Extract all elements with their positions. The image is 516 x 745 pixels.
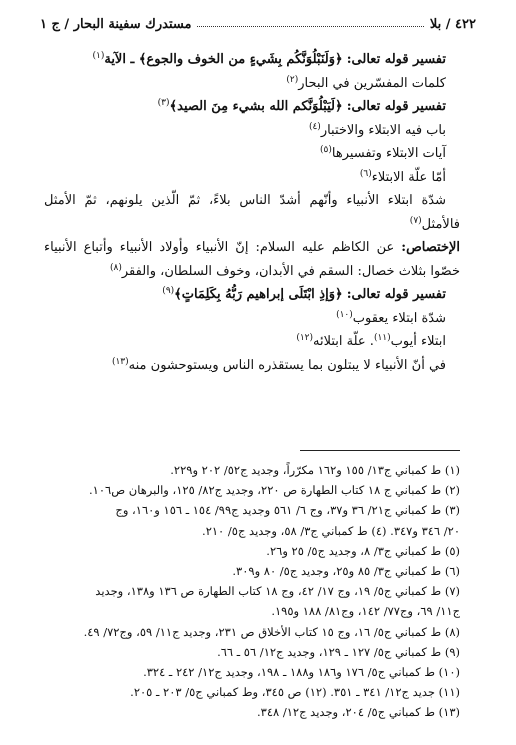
quran-verse: ﴿وَإذِ ابْتَلَى إبراهيم رَبُّهُ بِكَلِمَاتٍ﴾ <box>174 287 343 302</box>
line-text: شدّة ابتلاء الأنبياء وأنّهم أشدّ الناس بلاءً، ثمّ الّذين يلونهم، ثمّ الأمثل <box>44 193 446 208</box>
line-text: باب فيه الابتلاء والاختبار <box>320 122 446 138</box>
footnote-ref[interactable]: (٤) <box>308 121 321 132</box>
footnote-ref[interactable]: (١٣) <box>111 356 129 367</box>
text-line <box>44 213 460 237</box>
book-title: مستدرك سفينة البحار / ج ١ <box>40 17 192 32</box>
footnote: (٣) ط كمباني ج٢١/ ٣٦ و٣٧، وج ٦/ ٥٦١ وجديد ج٩٩/ ١٥٤ ـ ١٥٦ و١٦٠، وج <box>115 503 460 518</box>
footnote-ref[interactable]: (٦) <box>359 168 372 179</box>
line-text: في أنّ الأنبياء لا يبتلون بما يستقذره الناس ويستوحشون منه <box>128 357 446 373</box>
footnote-ref[interactable]: (٩) <box>162 286 175 296</box>
text-line <box>44 48 460 72</box>
line-text: عن الكاظم عليه السلام: إنّ الأنبياء وأولاد الأنبياء وأتباع الأنبياء <box>44 240 395 255</box>
footnote: (٢) ط كمباني ج ١٨ كتاب الطهارة ص ٢٢٠، وجديد ج٨٢/ ١٢٥، والبرهان ص١٠٦. <box>89 483 460 498</box>
text-line <box>44 95 460 119</box>
footnote-ref[interactable]: (٧) <box>409 215 422 226</box>
text-line <box>44 307 460 331</box>
footnote: (١١) جديد ج١٢/ ٣٤١ ـ ٣٥١. (١٢) ص ٣٤٥، وط كمباني ج٥/ ٢٠٣ ـ ٢٠٥. <box>130 685 460 700</box>
heading-keyword: تفسير قوله تعالى: <box>346 287 446 302</box>
quran-verse: ﴿وَلَنَبْلُوَنَّكُم بِشَيءٍ من الخوف والجوع﴾ ـ الآية <box>104 52 343 67</box>
footnote-ref[interactable]: (٢) <box>286 74 299 85</box>
quran-verse: ﴿لَيَبْلُوَنَّكم الله بشيء مِنَ الصيد﴾ <box>169 99 343 114</box>
footnote-ref[interactable]: (٣) <box>157 98 170 108</box>
footnote: (١٠) ط كمباني ج٥/ ١٧٦ و١٨٦ و١٨٨ ـ ١٩٨، وجديد ج١٢/ ٢٤٢ ـ ٣٢٤. <box>143 665 460 680</box>
footnote-ref[interactable]: (١١) <box>373 333 391 343</box>
footnote: (٩) ط كمباني ج٥/ ١٢٧ ـ ١٢٩، وجديد ج١٢/ ٥٦ ـ ٦٦. <box>217 644 460 659</box>
text-line <box>44 236 460 260</box>
line-text: آيات الابتلاء وتفسيرها <box>331 146 446 161</box>
page-number: ٤٢٢ / بلا <box>429 17 476 32</box>
heading-keyword: تفسير قوله تعالى: <box>346 52 446 67</box>
footnote-ref[interactable]: (١٢) <box>296 333 314 343</box>
text-line <box>44 260 460 284</box>
text-line <box>44 166 460 190</box>
footnote: (٥) ط كمباني ج٣/ ٨، وجديد ج٥/ ٢٥ و٢٦. <box>266 543 460 558</box>
line-text: شدّة ابتلاء يعقوب <box>352 310 446 326</box>
text-line <box>44 330 460 354</box>
text-line <box>44 354 460 378</box>
footnote-ref[interactable]: (١) <box>92 51 105 61</box>
line-text: فالأمثل <box>421 216 460 232</box>
footnote: (٧) ط كمباني ج٥/ ١٩، وج ١٧/ ٤٢، وج ١٨ كتاب الطهارة ص ١٣٦ و١٣٨، وجديد <box>95 584 460 599</box>
line-text: أمّا علّة الابتلاء <box>371 169 446 185</box>
footnote-separator <box>300 450 460 451</box>
header-dotted-leader <box>197 26 423 27</box>
footnote: (٦) ط كمباني ج٣/ ٨٥ و٢٥، وجديد ج٥/ ٨٠ و٣٠٩. <box>232 564 460 579</box>
footnote: (١٣) ط كمباني ج٥/ ٢٠٤، وجديد ج١٢/ ٣٤٨. <box>257 705 460 720</box>
line-text: خصّوا بثلاث خصال: السقم في الأبدان، وخوف السلطان، والفقر <box>121 263 460 279</box>
text-line <box>44 142 460 166</box>
heading-keyword: تفسير قوله تعالى: <box>346 99 446 114</box>
footnote-ref[interactable]: (٥) <box>320 145 332 155</box>
line-text: كلمات المفسّرين في البحار <box>298 75 446 91</box>
page-header <box>40 10 476 32</box>
footnote-ref[interactable]: (٨) <box>110 262 122 273</box>
footnotes <box>44 460 460 723</box>
main-text <box>44 48 460 377</box>
text-line <box>44 283 460 307</box>
line-text: ابتلاء أيوب <box>390 334 446 349</box>
line-text: . علّة ابتلائه <box>313 334 374 349</box>
source-keyword: الإختصاص: <box>401 240 461 255</box>
footnote: (١) ط كمباني ج١٣/ ١٥٥ و١٦٢ مكرّراً، وجديد ج٥٢/ ٢٠٢ و٢٢٩. <box>170 463 460 477</box>
footnote: ج١١/ ٦٩، وج٧٧/ ١٤٢، وج٨١/ ١٨٨ و١٩٥. <box>271 604 460 619</box>
text-line <box>44 189 460 213</box>
text-line <box>44 72 460 96</box>
footnote: (٨) ط كمباني ج٥/ ١٦، وج ١٥ كتاب الأخلاق ص ٢٣١، وجديد ج١١/ ٥٩، وج٧٢/ ٤٩. <box>83 624 460 639</box>
footnote-ref[interactable]: (١٠) <box>336 309 353 320</box>
footnote: ٢٠/ ٣٤٦ و٣٤٧. (٤) ط كمباني ج٣/ ٥٨، وجديد ج٥/ ٢١٠. <box>202 523 460 538</box>
text-line <box>44 119 460 143</box>
